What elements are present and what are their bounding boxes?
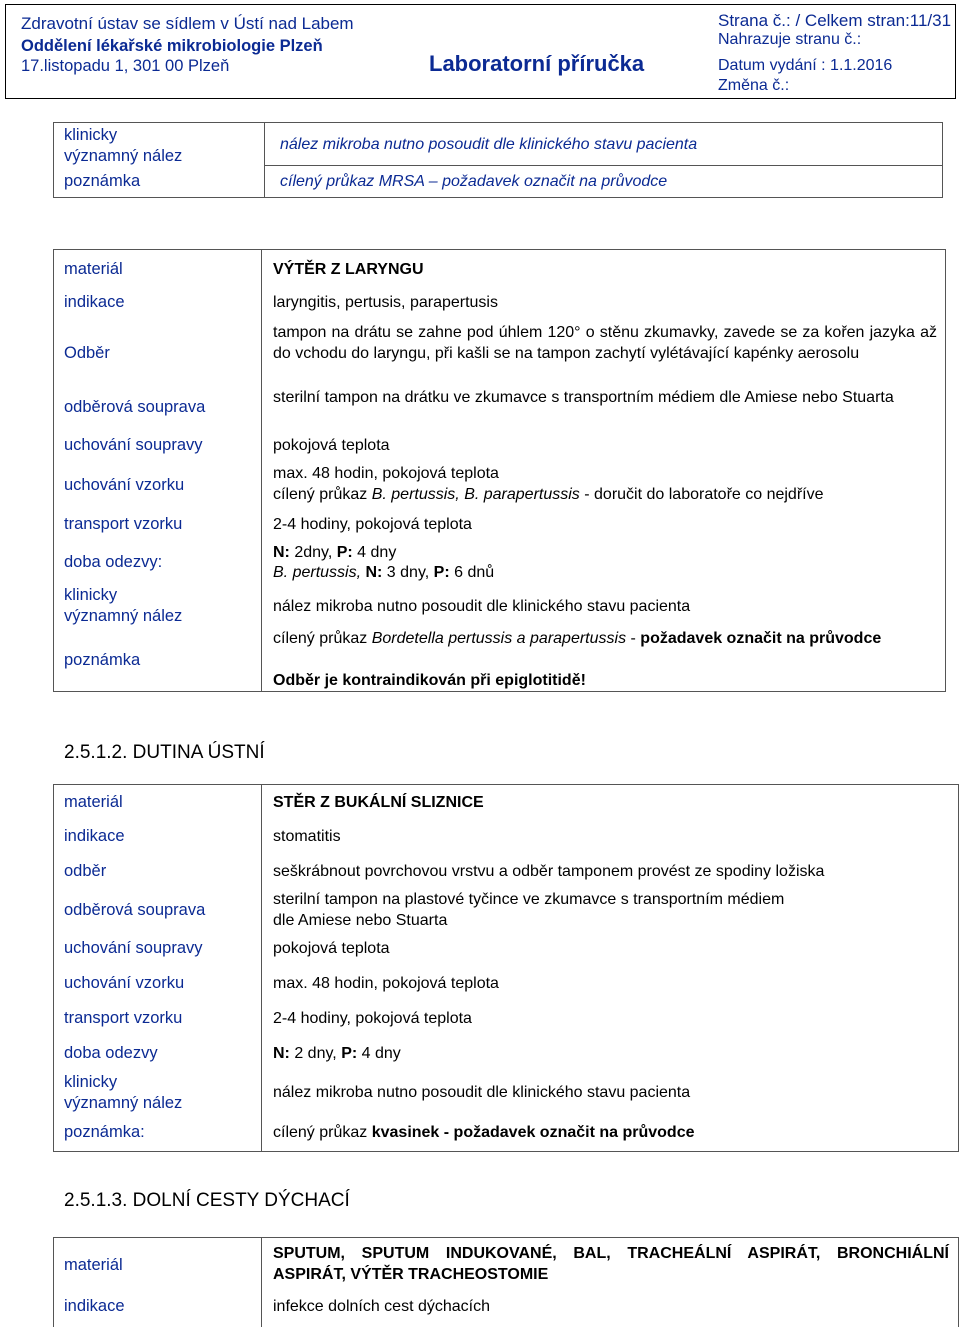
row-divider — [264, 165, 942, 166]
value-poznamka-warning: Odběr je kontraindikován při epiglotitidě! — [273, 672, 586, 689]
column-divider — [264, 123, 265, 197]
label-odber: odběr — [64, 862, 107, 880]
issue-date: Datum vydání : 1.1.2016 — [718, 57, 893, 74]
replaces-page: Nahrazuje stranu č.: — [718, 31, 862, 48]
value-souprava: sterilní tampon na drátku ve zkumavce s transportním médiem dle Amiese nebo Stuarta — [273, 389, 894, 406]
value-doba: N: 2 dny, P: 4 dny — [273, 1045, 401, 1062]
label-doba: doba odezvy: — [64, 553, 163, 571]
value-uchovani-vzorku: max. 48 hodin, pokojová teplota — [273, 975, 499, 992]
value-souprava-2: dle Amiese nebo Stuarta — [273, 912, 448, 929]
value-uchovani-vzorku-note: cílený průkaz B. pertussis, B. parapertussis - doručit do laboratoře co nejdříve — [273, 486, 824, 503]
label-odber: Odběr — [64, 344, 110, 362]
label-poznamka: poznámka — [64, 172, 141, 190]
column-divider — [261, 1238, 262, 1327]
section-heading-dutina: 2.5.1.2. DUTINA ÚSTNÍ — [64, 742, 265, 763]
value-klinicky: nález mikroba nutno posoudit dle klinického stavu pacienta — [273, 598, 691, 615]
label-souprava: odběrová souprava — [64, 398, 206, 416]
value-poznamka: cílený průkaz MRSA – požadavek označit na průvodce — [280, 173, 668, 190]
label-indikace: indikace — [64, 827, 125, 845]
value-odber: tampon na drátu se zahne pod úhlem 120° o stěnu zkumavky, zavede se za kořen jazyka až do vchodu do laryngu, při kašli se na tampon zachytí vylétávající kapénky aerosolu — [273, 324, 937, 362]
value-material: STĚR Z BUKÁLNÍ SLIZNICE — [273, 794, 484, 811]
value-poznamka: cílený průkaz Bordetella pertussis a parapertussis - požadavek označit na průvodce — [273, 630, 882, 647]
value-poznamka: cílený průkaz kvasinek - požadavek označit na průvodce — [273, 1124, 695, 1141]
address: 17.listopadu 1, 301 00 Plzeň — [21, 57, 230, 75]
column-divider — [261, 250, 262, 691]
label-klinicky: klinicky významný nález — [64, 1073, 183, 1112]
label-transport: transport vzorku — [64, 1009, 183, 1027]
table-continuation — [53, 122, 943, 198]
label-indikace: indikace — [64, 1297, 125, 1315]
table-bukalni — [53, 784, 959, 1152]
value-souprava: sterilní tampon na plastové tyčince ve zkumavce s transportním médiem — [273, 891, 785, 908]
value-material: SPUTUM, SPUTUM INDUKOVANÉ, BAL, TRACHEÁLNÍ ASPIRÁT, BRONCHIÁLNÍ ASPIRÁT, VÝTĚR TRACHEOSTOMIE — [273, 1245, 949, 1283]
value-odber: seškrábnout povrchovou vrstvu a odběr tamponem provést ze spodiny ložiska — [273, 863, 825, 880]
label-doba: doba odezvy — [64, 1044, 158, 1062]
label-material: materiál — [64, 793, 123, 811]
column-divider — [261, 785, 262, 1151]
value-indikace: stomatitis — [273, 828, 341, 845]
page-info: Strana č.: / Celkem stran:11/31 — [718, 11, 952, 30]
table-sputum — [53, 1237, 959, 1327]
value-uchovani-vzorku: max. 48 hodin, pokojová teplota — [273, 465, 499, 482]
value-indikace: laryngitis, pertusis, parapertusis — [273, 294, 498, 311]
label-uchovani-vzorku: uchování vzorku — [64, 476, 185, 494]
section-heading-dolni-cesty: 2.5.1.3. DOLNÍ CESTY DÝCHACÍ — [64, 1190, 350, 1211]
value-uchovani-soupravy: pokojová teplota — [273, 437, 390, 454]
institution-name: Zdravotní ústav se sídlem v Ústí nad Labem — [21, 14, 354, 33]
department-name: Oddělení lékařské mikrobiologie Plzeň — [21, 37, 323, 55]
label-material: materiál — [64, 1256, 123, 1274]
label-transport: transport vzorku — [64, 515, 183, 533]
label-uchovani-vzorku: uchování vzorku — [64, 974, 185, 992]
label-poznamka: poznámka — [64, 651, 141, 669]
value-uchovani-soupravy: pokojová teplota — [273, 940, 390, 957]
label-souprava: odběrová souprava — [64, 901, 206, 919]
label-material: materiál — [64, 260, 123, 278]
label-klinicky: klinicky významný nález — [64, 126, 183, 165]
table-laryngu — [53, 249, 946, 692]
label-poznamka: poznámka: — [64, 1123, 145, 1141]
document-title: Laboratorní příručka — [429, 51, 645, 76]
value-transport: 2-4 hodiny, pokojová teplota — [273, 1010, 472, 1027]
value-doba-pertussis: B. pertussis, N: 3 dny, P: 6 dnů — [273, 564, 495, 581]
label-indikace: indikace — [64, 293, 125, 311]
label-klinicky: klinicky významný nález — [64, 586, 183, 625]
value-material: VÝTĚR Z LARYNGU — [273, 261, 424, 278]
label-uchovani-soupravy: uchování soupravy — [64, 436, 203, 454]
document-header — [5, 4, 956, 99]
value-doba: N: 2dny, P: 4 dny — [273, 544, 397, 561]
label-uchovani-soupravy: uchování soupravy — [64, 939, 203, 957]
value-klinicky: nález mikroba nutno posoudit dle klinického stavu pacienta — [280, 136, 698, 153]
change-number: Změna č.: — [718, 77, 790, 94]
value-indikace: infekce dolních cest dýchacích — [273, 1298, 491, 1315]
value-klinicky: nález mikroba nutno posoudit dle klinického stavu pacienta — [273, 1084, 691, 1101]
value-transport: 2-4 hodiny, pokojová teplota — [273, 516, 472, 533]
